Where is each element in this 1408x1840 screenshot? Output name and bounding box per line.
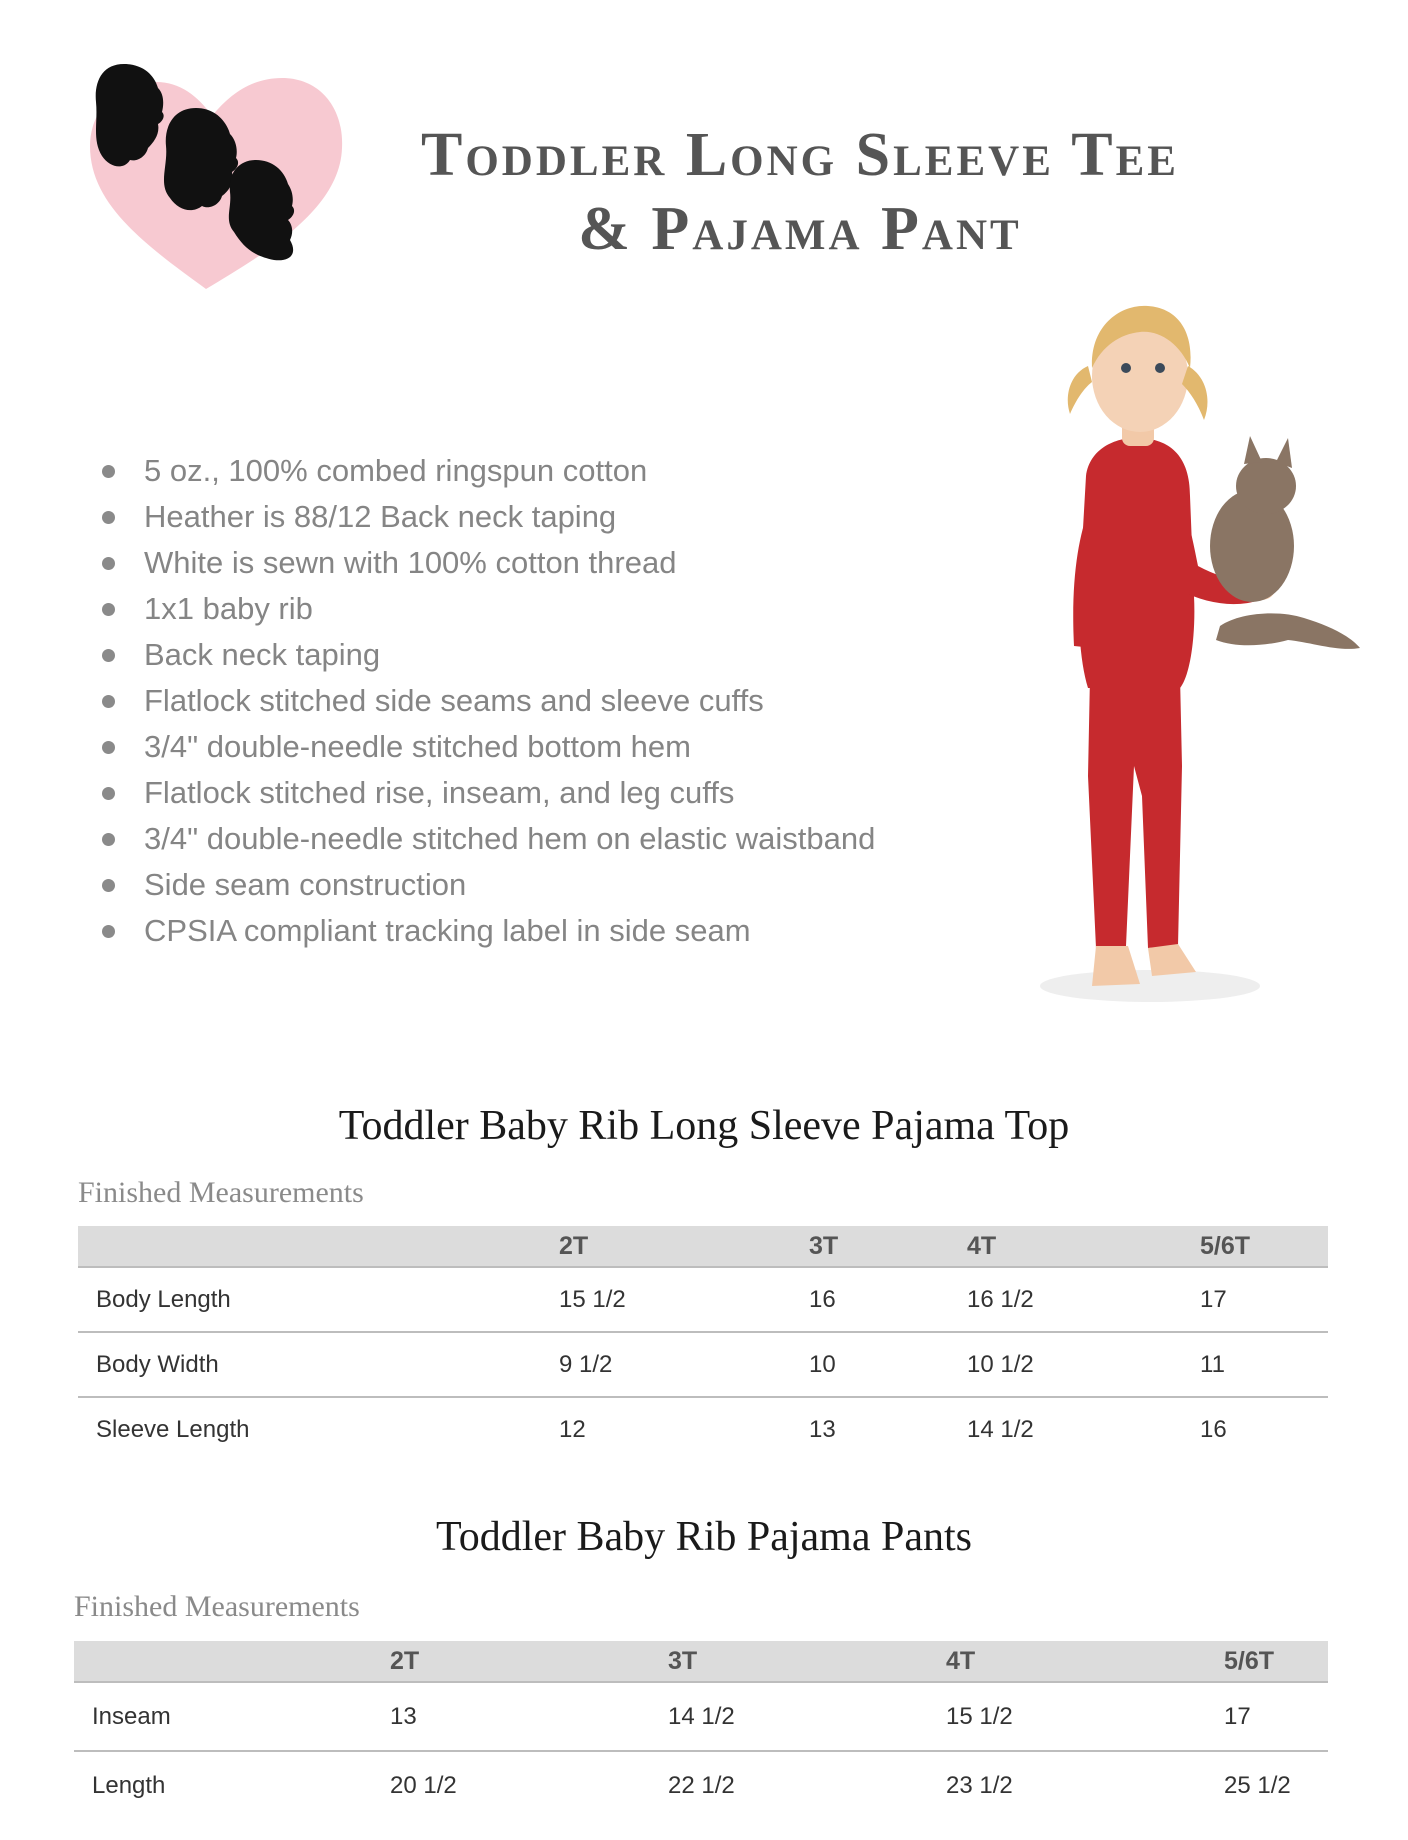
row-label: Inseam xyxy=(74,1682,390,1751)
pants-measurements-table xyxy=(74,1641,1328,1819)
top-measurements-table xyxy=(78,1226,1328,1461)
bullet-icon xyxy=(102,833,115,846)
feature-text: 3/4" double-needle stitched bottom hem xyxy=(144,729,691,764)
pants-finished-measurements-label: Finished Measurements xyxy=(74,1590,360,1623)
feature-text: Back neck taping xyxy=(144,637,381,672)
table-cell: 13 xyxy=(809,1415,836,1443)
table-cell: 15 1/2 xyxy=(946,1682,1224,1751)
row-label: Body Width xyxy=(78,1332,559,1397)
bullet-icon xyxy=(102,695,115,708)
header-cell: 4T xyxy=(946,1641,1224,1682)
table-cell: 25 1/2 xyxy=(1224,1771,1291,1799)
table-cell: 16 1/2 xyxy=(967,1267,1200,1332)
table-cell: 9 1/2 xyxy=(559,1332,809,1397)
table-row xyxy=(78,1397,1328,1461)
table-cell: 16 xyxy=(809,1267,967,1332)
table-cell: 15 1/2 xyxy=(559,1267,809,1332)
feature-item xyxy=(98,586,875,632)
header-cell xyxy=(78,1226,559,1267)
features-list xyxy=(98,448,875,954)
bullet-icon xyxy=(102,511,115,524)
feature-item xyxy=(98,632,875,678)
feature-item xyxy=(98,908,875,954)
feature-item xyxy=(98,494,875,540)
table-cell: 23 1/2 xyxy=(946,1771,1013,1799)
table-cell: 13 xyxy=(390,1682,668,1751)
table-cell: 11 xyxy=(1200,1332,1328,1397)
feature-text: Side seam construction xyxy=(144,867,467,902)
feature-item xyxy=(98,724,875,770)
table-header-row xyxy=(74,1641,1328,1682)
plush-toy xyxy=(1210,436,1360,649)
pants-section-title: Toddler Baby Rib Pajama Pants xyxy=(436,1514,972,1560)
feature-text: 1x1 baby rib xyxy=(144,591,313,626)
table-cell: 16 xyxy=(1200,1415,1227,1443)
header-cell: 2T xyxy=(559,1226,809,1267)
feature-text: Flatlock stitched rise, inseam, and leg cuffs xyxy=(144,775,735,810)
table-row xyxy=(78,1332,1328,1397)
feature-item xyxy=(98,770,875,816)
feature-item xyxy=(98,678,875,724)
logo-heart-silhouettes xyxy=(84,64,346,294)
bullet-icon xyxy=(102,925,115,938)
row-label: Body Length xyxy=(78,1267,559,1332)
bullet-icon xyxy=(102,787,115,800)
table-cell: 10 xyxy=(809,1332,967,1397)
floor-shadow xyxy=(1040,970,1260,1002)
header-cell xyxy=(74,1641,390,1682)
top-finished-measurements-label: Finished Measurements xyxy=(78,1176,364,1209)
feature-text: Heather is 88/12 Back neck taping xyxy=(144,499,617,534)
bullet-icon xyxy=(102,879,115,892)
bullet-icon xyxy=(102,741,115,754)
bullet-icon xyxy=(102,603,115,616)
table-cell: 12 xyxy=(559,1415,586,1443)
header-cell: 2T xyxy=(390,1641,668,1682)
top-section-title: Toddler Baby Rib Long Sleeve Pajama Top xyxy=(338,1103,1070,1149)
bullet-icon xyxy=(102,649,115,662)
header-cell: 3T xyxy=(809,1226,967,1267)
title-line-2: & Pajama Pant xyxy=(578,195,1022,263)
table-row xyxy=(74,1682,1328,1751)
header-cell: 5/6T xyxy=(1224,1641,1328,1682)
table-cell: 22 1/2 xyxy=(668,1771,735,1799)
feature-item xyxy=(98,540,875,586)
table-cell: 14 1/2 xyxy=(668,1682,946,1751)
feature-text: CPSIA compliant tracking label in side seam xyxy=(144,913,751,948)
bullet-icon xyxy=(102,465,115,478)
toddler-figure xyxy=(1068,306,1276,986)
table-cell: 17 xyxy=(1224,1682,1328,1751)
row-label: Sleeve Length xyxy=(96,1415,250,1443)
row-label: Length xyxy=(92,1771,166,1799)
table-header-row xyxy=(78,1226,1328,1267)
header-cell: 3T xyxy=(668,1641,946,1682)
product-photo xyxy=(1030,296,1360,1016)
feature-item xyxy=(98,448,875,494)
title-line-1: Toddler Long Sleeve Tee xyxy=(421,121,1179,189)
feature-item xyxy=(98,862,875,908)
feature-item xyxy=(98,816,875,862)
table-cell: 17 xyxy=(1200,1267,1328,1332)
table-cell: 10 1/2 xyxy=(967,1332,1200,1397)
table-cell: 20 1/2 xyxy=(390,1771,457,1799)
header-cell: 4T xyxy=(967,1226,1200,1267)
bullet-icon xyxy=(102,557,115,570)
page-title xyxy=(370,118,1230,266)
feature-text: Flatlock stitched side seams and sleeve cuffs xyxy=(144,683,764,718)
table-row xyxy=(78,1267,1328,1332)
header-cell: 5/6T xyxy=(1200,1226,1328,1267)
feature-text: 3/4" double-needle stitched hem on elastic waistband xyxy=(144,821,876,856)
feature-text: 5 oz., 100% combed ringspun cotton xyxy=(144,453,648,488)
feature-text: White is sewn with 100% cotton thread xyxy=(144,545,677,580)
table-cell: 14 1/2 xyxy=(967,1415,1034,1443)
table-row xyxy=(74,1751,1328,1819)
